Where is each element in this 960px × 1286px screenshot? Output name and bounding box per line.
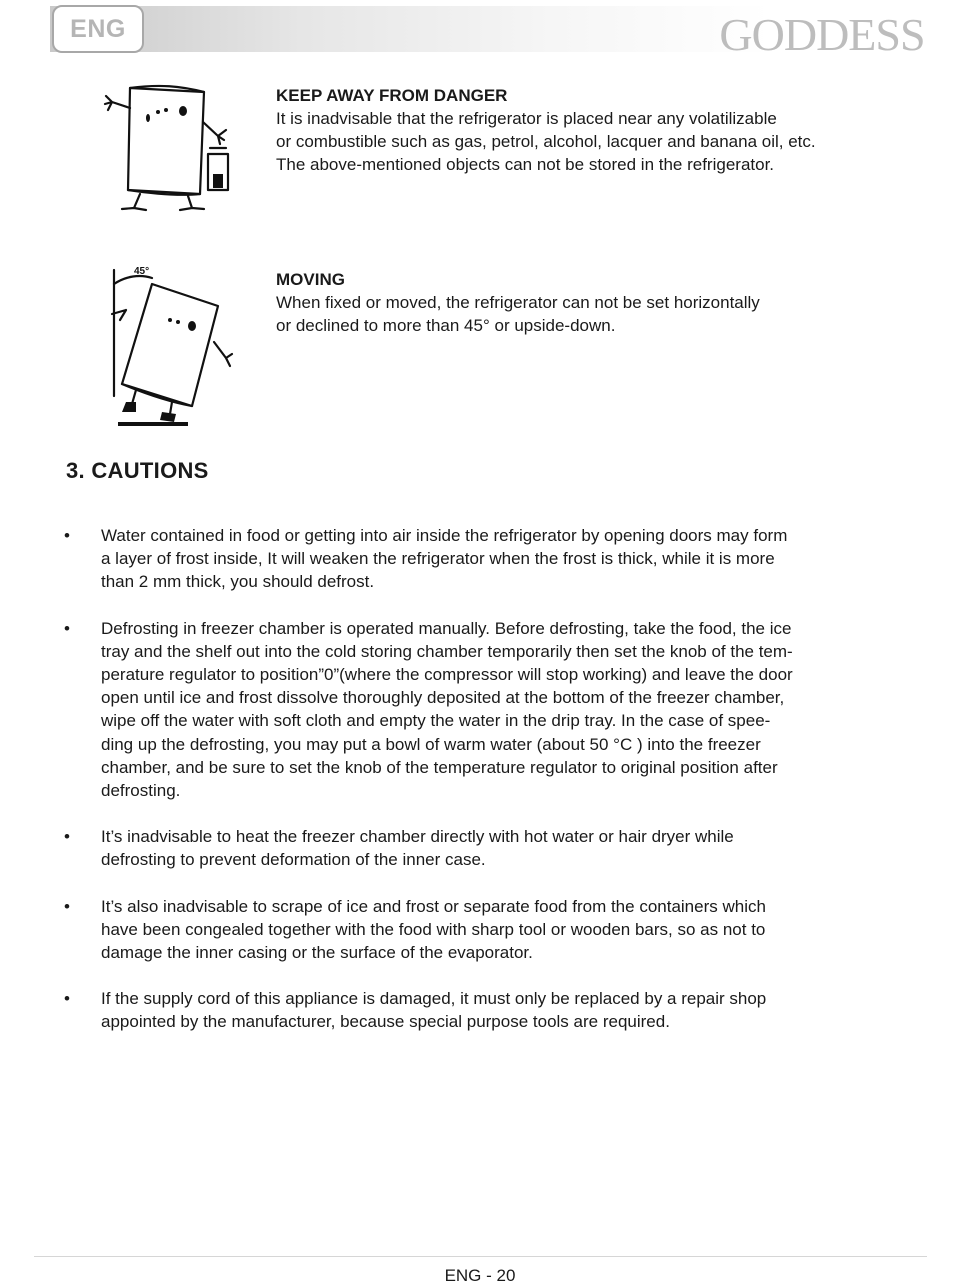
list-item-line: a layer of frost inside, It will weaken the refrigerator when the frost is thick, while it is more xyxy=(101,549,775,569)
bullet-icon: • xyxy=(64,618,70,638)
moving-title: MOVING xyxy=(276,270,345,289)
list-item xyxy=(62,987,902,1033)
list-item-line: ding up the defrosting, you may put a bowl of warm water (about 50 °C ) into the freezer xyxy=(101,734,761,754)
moving-line: or declined to more than 45° or upside-down. xyxy=(276,316,616,335)
list-item xyxy=(62,825,902,871)
list-item-line: It’s also inadvisable to scrape of ice and frost or separate food from the containers which xyxy=(101,896,766,916)
list-item xyxy=(62,617,902,803)
list-item-line: perature regulator to position”0”(where the compressor will stop working) and leave the door xyxy=(101,665,793,685)
page-number: ENG - 20 xyxy=(444,1266,516,1285)
list-item-line: If the supply cord of this appliance is damaged, it must only be replaced by a repair shop xyxy=(101,989,767,1009)
bullet-icon: • xyxy=(64,526,70,545)
danger-title: KEEP AWAY FROM DANGER xyxy=(276,86,508,105)
moving-line: When fixed or moved, the refrigerator can not be set horizontally xyxy=(276,293,760,312)
angle-label: 45° xyxy=(134,266,150,277)
list-item-line: tray and the shelf out into the cold storing chamber temporarily then set the knob of the tem- xyxy=(101,641,793,661)
bullet-icon: • xyxy=(64,827,70,847)
brand-logo-text: GODDESS xyxy=(719,9,925,60)
cautions-heading: 3. CAUTIONS xyxy=(66,458,209,483)
list-item-line: It’s inadvisable to heat the freezer chamber directly with hot water or hair dryer while xyxy=(101,827,734,847)
list-item-line: chamber, and be sure to set the knob of the temperature regulator to original position after xyxy=(101,757,778,777)
list-item-line: appointed by the manufacturer, because special purpose tools are required. xyxy=(101,1012,670,1032)
list-item-line: Defrosting in freezer chamber is operated manually. Before defrosting, take the food, the ice xyxy=(101,618,792,638)
header-band xyxy=(50,6,770,52)
danger-line: or combustible such as gas, petrol, alcohol, lacquer and banana oil, etc. xyxy=(276,132,816,151)
footer-divider xyxy=(34,1256,927,1257)
bullet-icon: • xyxy=(64,989,70,1009)
list-item-line: defrosting. xyxy=(101,781,181,801)
fridge-moving-illustration xyxy=(106,262,246,432)
danger-line: It is inadvisable that the refrigerator is placed near any volatilizable xyxy=(276,109,777,128)
brand-logo xyxy=(706,6,938,62)
fridge-danger-illustration xyxy=(100,78,250,218)
list-item-line: than 2 mm thick, you should defrost. xyxy=(101,572,375,592)
list-item xyxy=(62,524,902,594)
moving-section xyxy=(276,268,896,337)
danger-line: The above-mentioned objects can not be stored in the refrigerator. xyxy=(276,155,775,174)
list-item-line: Water contained in food or getting into air inside the refrigerator by opening doors may form xyxy=(101,526,788,545)
list-item-line: have been congealed together with the food with sharp tool or wooden bars, so as not to xyxy=(101,919,766,939)
list-item-line: defrosting to prevent deformation of the inner case. xyxy=(101,850,486,870)
list-item-line: damage the inner casing or the surface of the evaporator. xyxy=(101,943,533,963)
list-item-line: wipe off the water with soft cloth and empty the water in the drip tray. In the case of spee- xyxy=(101,711,771,731)
list-item-line: open until ice and frost dissolve thoroughly deposited at the bottom of the freezer chamber, xyxy=(101,688,785,708)
danger-section xyxy=(276,84,896,176)
cautions-list xyxy=(62,524,902,1057)
bullet-icon: • xyxy=(64,896,70,916)
language-badge: ENG xyxy=(52,5,144,53)
list-item xyxy=(62,895,902,965)
